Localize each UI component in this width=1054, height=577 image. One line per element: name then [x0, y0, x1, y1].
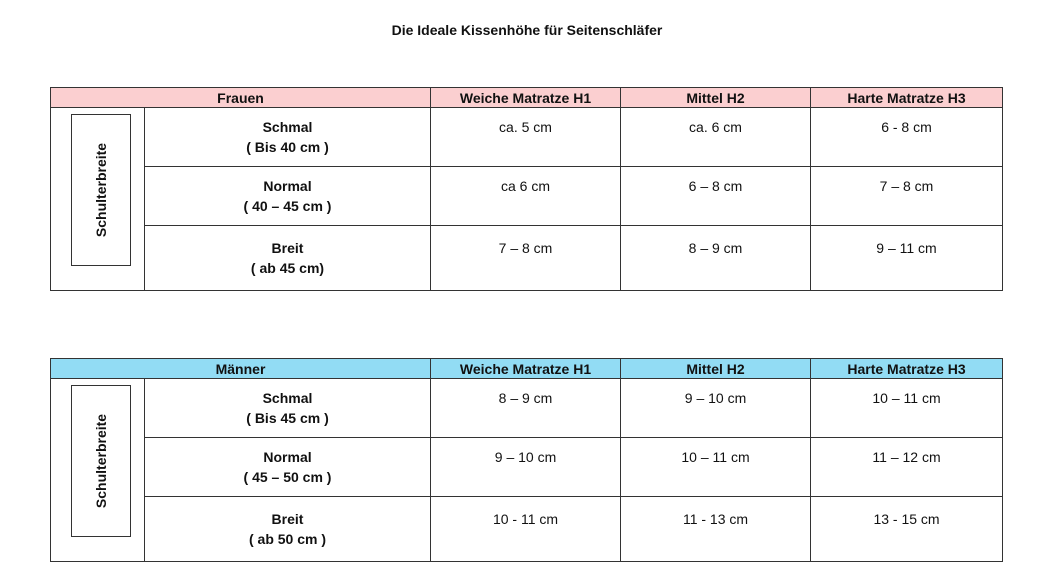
side-label-box: [71, 114, 131, 266]
value-text: 8 – 9 cm: [498, 390, 553, 406]
value-text: 7 – 8 cm: [498, 240, 553, 256]
value-text: 10 – 11 cm: [681, 449, 750, 465]
category-cell: [145, 438, 431, 497]
value-text: 7 – 8 cm: [879, 178, 934, 194]
category-name: Schmal: [262, 390, 313, 406]
frauen-table: [50, 87, 1003, 291]
column-header: Mittel H2: [621, 88, 811, 108]
group-header: Frauen: [51, 88, 431, 108]
category-range: ( ab 45 cm): [250, 260, 325, 276]
value-text: 6 – 8 cm: [688, 178, 743, 194]
category-cell: [145, 226, 431, 291]
value-text: 10 - 11 cm: [492, 511, 559, 527]
value-text: 9 – 11 cm: [876, 240, 937, 256]
value-text: 9 – 10 cm: [494, 449, 557, 465]
value-cell: [621, 167, 811, 226]
value-cell: [431, 497, 621, 562]
table-row: [51, 497, 1003, 562]
value-cell: [811, 167, 1003, 226]
value-text: 9 – 10 cm: [684, 390, 747, 406]
value-cell: [621, 108, 811, 167]
value-cell: [621, 226, 811, 291]
side-label: Schulterbreite: [93, 142, 109, 238]
table-row: [51, 167, 1003, 226]
table-row: [51, 438, 1003, 497]
table-header-row: [51, 88, 1003, 108]
category-name: Normal: [263, 178, 312, 194]
category-name: Schmal: [262, 119, 313, 135]
category-range: ( ab 50 cm ): [248, 531, 327, 547]
value-cell: [621, 379, 811, 438]
value-text: 13 - 15 cm: [873, 511, 940, 527]
group-header: Männer: [51, 359, 431, 379]
side-label-cell: [51, 379, 145, 562]
category-cell: [145, 108, 431, 167]
value-cell: [621, 438, 811, 497]
value-text: ca. 6 cm: [689, 119, 742, 135]
value-text: 11 – 12 cm: [872, 449, 941, 465]
value-cell: [431, 379, 621, 438]
value-cell: [431, 438, 621, 497]
side-label-box: [71, 385, 131, 537]
value-cell: [431, 108, 621, 167]
category-range: ( Bis 40 cm ): [246, 139, 329, 155]
value-cell: [811, 226, 1003, 291]
value-text: ca. 5 cm: [499, 119, 552, 135]
table-row: [51, 226, 1003, 291]
value-text: 11 - 13 cm: [682, 511, 749, 527]
category-cell: [145, 497, 431, 562]
column-header: Weiche Matratze H1: [431, 359, 621, 379]
value-cell: [811, 438, 1003, 497]
category-cell: [145, 167, 431, 226]
table-row: [51, 379, 1003, 438]
category-name: Normal: [263, 449, 312, 465]
category-range: ( 40 – 45 cm ): [243, 198, 332, 214]
value-cell: [811, 497, 1003, 562]
column-header: Weiche Matratze H1: [431, 88, 621, 108]
value-text: 6 - 8 cm: [881, 119, 932, 135]
value-cell: [431, 167, 621, 226]
value-text: 8 – 9 cm: [688, 240, 743, 256]
category-name: Breit: [271, 511, 304, 527]
category-name: Breit: [271, 240, 304, 256]
category-range: ( Bis 45 cm ): [246, 410, 329, 426]
side-label: Schulterbreite: [93, 413, 109, 509]
table-header-row: [51, 359, 1003, 379]
table-row: [51, 108, 1003, 167]
category-cell: [145, 379, 431, 438]
value-text: ca 6 cm: [500, 178, 550, 194]
column-header: Harte Matratze H3: [811, 359, 1003, 379]
column-header: Mittel H2: [621, 359, 811, 379]
value-text: 10 – 11 cm: [872, 390, 941, 406]
value-cell: [811, 108, 1003, 167]
value-cell: [431, 226, 621, 291]
side-label-cell: [51, 108, 145, 291]
column-header: Harte Matratze H3: [811, 88, 1003, 108]
maenner-table: [50, 358, 1003, 562]
page-title: Die Ideale Kissenhöhe für Seitenschläfer: [391, 22, 663, 38]
value-cell: [621, 497, 811, 562]
value-cell: [811, 379, 1003, 438]
category-range: ( 45 – 50 cm ): [243, 469, 332, 485]
